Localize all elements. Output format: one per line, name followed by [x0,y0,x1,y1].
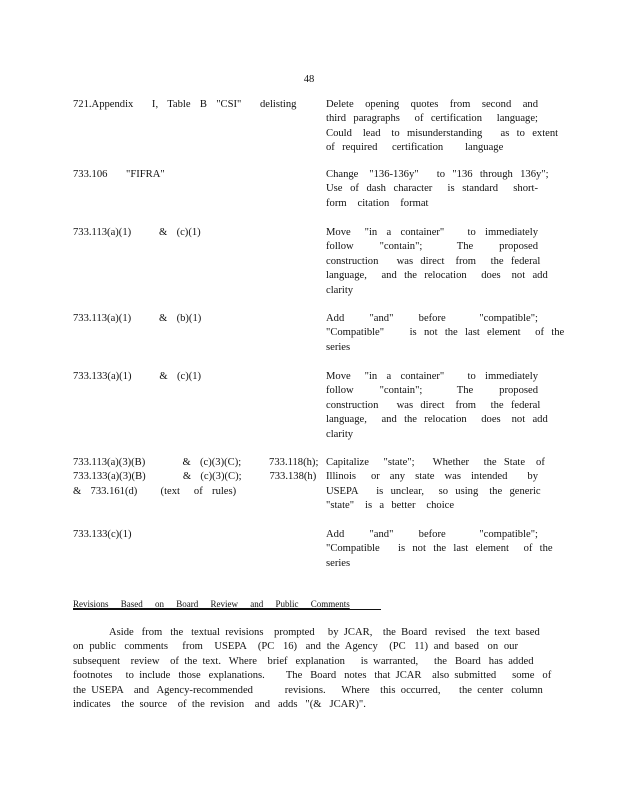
revision-explanation-line: of required certification language [326,142,504,154]
revision-explanation-line: Capitalize "state"; Whether the State of [326,457,545,468]
body-paragraph [73,626,552,712]
revision-explanation-line: third paragraphs of certification language; [326,113,538,125]
revision-explanation-line: Could lead to misunderstanding as to extent [326,127,559,139]
section-reference [73,370,313,384]
revision-explanation-line: language, and the relocation does not add [326,270,548,282]
section-reference-line: 733.106 "FIFRA" [73,169,165,180]
section-reference-line: & 733.161(d) (text of rules) [73,485,237,497]
section-reference-line: 721.Appendix I, Table B "CSI" delisting [73,99,297,110]
revision-explanation [326,168,549,211]
revision-explanation-line: Add "and" before "compatible"; [326,529,538,540]
revision-explanation-line: form citation format [326,197,429,209]
section-reference-line: 733.133(a)(1) & (c)(1) [73,371,202,382]
revision-explanation [326,528,553,571]
revision-explanation-line: clarity [326,284,354,296]
page-number: 48 [303,74,315,85]
section-reference [73,528,313,542]
revision-explanation-line: "state" is a better choice [326,500,455,512]
section-reference [73,312,313,326]
section-reference-line: 733.133(a)(3)(B) & (c)(3)(C); 733.138(h) [73,471,317,483]
revision-explanation-line: Add "and" before "compatible"; [326,313,538,324]
paragraph-line: footnotes to include those explanations. The Board notes that JCAR also submitted some of [73,670,552,682]
section-reference [73,168,313,182]
section-reference [73,98,313,112]
revision-explanation [326,370,548,442]
section-reference-line: 733.113(a)(1) & (c)(1) [73,227,201,238]
section-reference [73,456,319,499]
revision-explanation-line: construction was direct from the federal [326,255,541,267]
paragraph-line: indicates the source of the revision and adds "(& JCAR)". [73,699,366,711]
revision-explanation-line: follow "contain"; The proposed [326,241,538,253]
revision-explanation-line: follow "contain"; The proposed [326,385,538,397]
section-reference-line: 733.133(c)(1) [73,529,132,540]
heading-underline [73,609,381,610]
section-reference [73,226,313,240]
section-reference-line: 733.113(a)(1) & (b)(1) [73,313,202,324]
revision-explanation-line: series [326,341,351,353]
revision-explanation-line: series [326,557,351,569]
paragraph-line: subsequent review of the text. Where brief explanation is warranted, the Board has added [73,655,534,667]
revision-explanation-line: Move "in a container" to immediately [326,371,538,382]
section-reference-line: 733.113(a)(3)(B) & (c)(3)(C); 733.118(h); [73,457,319,468]
revision-explanation-line: language, and the relocation does not add [326,414,548,426]
paragraph-line: the USEPA and Agency-recommended revisions. Where this occurred, the center column [73,684,543,696]
revision-explanation-line: USEPA is unclear, so using the generic [326,485,541,497]
paragraph-line: on public comments from USEPA (PC 16) and the Agency (PC 11) and based on our [73,641,518,653]
revision-explanation-line: Illinois or any state was intended by [326,471,538,483]
revision-explanation [326,98,559,156]
paragraph-line: Aside from the textual revisions prompted by JCAR, the Board revised the text based [109,627,540,638]
revision-explanation [326,456,545,514]
revision-explanation-line: clarity [326,428,354,440]
revision-explanation-line: "Compatible is not the last element of the [326,543,553,555]
section-heading: Revisions Based on Board Review and Public Comments [73,599,350,609]
revision-explanation-line: construction was direct from the federal [326,399,541,411]
revision-explanation [326,226,548,298]
revision-explanation-line: Move "in a container" to immediately [326,227,538,238]
revision-explanation-line: "Compatible" is not the last element of the [326,327,565,339]
revision-explanation-line: Use of dash character is standard short- [326,183,538,195]
revision-explanation [326,312,565,355]
revision-explanation-line: Change "136-136y" to "136 through 136y"; [326,169,549,180]
revision-explanation-line: Delete opening quotes from second and [326,99,538,110]
